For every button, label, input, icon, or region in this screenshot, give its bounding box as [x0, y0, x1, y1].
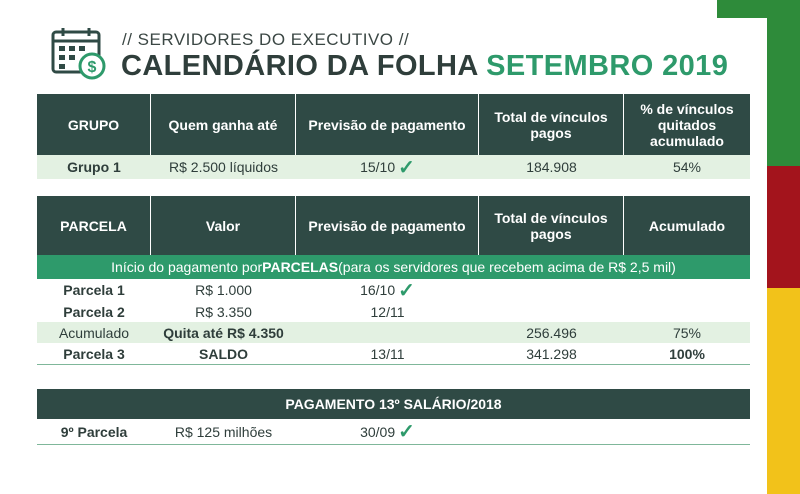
cell-total: 256.496 [526, 324, 577, 341]
cell-valor: R$ 125 milhões [174, 423, 273, 440]
header-total: Total de vínculos pagos [479, 94, 624, 155]
header-quem-ganha: Quem ganha até [151, 94, 296, 155]
cell-valor: R$ 1.000 [195, 282, 252, 298]
table-row [37, 155, 750, 179]
header-acumulado: Acumulado [648, 217, 726, 234]
cell-previsao [296, 322, 479, 343]
parcelas-info-band [37, 255, 750, 279]
table-row [37, 343, 750, 365]
cell-previsao [296, 155, 479, 179]
band-text-bold: PARCELAS [262, 259, 339, 275]
cell-pct: 54% [672, 159, 702, 175]
cell-valor: R$ 3.350 [195, 303, 252, 320]
cell-previsao: 12/11 [370, 303, 405, 320]
header-decimo-terceiro: PAGAMENTO 13º SALÁRIO/2018 [285, 396, 502, 412]
title-month: SETEMBRO 2019 [486, 50, 729, 82]
header-grupo: GRUPO [37, 94, 151, 155]
header-parcela: PARCELA [37, 196, 151, 255]
parcela-table [37, 196, 750, 365]
cell-acum: 100% [669, 345, 705, 362]
band-text-pre: Início do pagamento por [111, 259, 263, 275]
calendar-money-icon [50, 26, 106, 80]
flag-stripe-yellow [767, 288, 800, 494]
previsao-date: 30/09 [360, 423, 396, 440]
cell-parcela: Parcela 2 [63, 303, 125, 320]
cell-previsao [296, 419, 479, 444]
header-total: Total de vínculos pagos [479, 196, 624, 255]
cell-total [479, 301, 624, 322]
header-percent: % de vínculos quitados acumulado [640, 100, 734, 149]
cell-total [479, 279, 624, 301]
cell-total: 341.298 [526, 345, 577, 362]
table-header [37, 94, 750, 155]
previsao-date: 15/10 [360, 159, 396, 175]
table-row [37, 301, 750, 322]
cell-valor: SALDO [199, 345, 248, 362]
flag-stripe-green-vertical [767, 18, 800, 166]
page-subtitle: // SERVIDORES DO EXECUTIVO // [122, 30, 410, 49]
flag-stripe-green [717, 0, 800, 18]
table-header [37, 389, 750, 419]
title-main: CALENDÁRIO DA FOLHA [121, 50, 478, 82]
cell-empty [624, 419, 750, 444]
cell-quem: R$ 2.500 líquidos [169, 159, 278, 175]
check-icon: ✓ [398, 279, 415, 302]
cell-valor: Quita até R$ 4.350 [163, 324, 284, 341]
page-title [121, 50, 728, 83]
svg-text:$: $ [87, 59, 97, 76]
cell-grupo: Grupo 1 [67, 159, 121, 175]
header-previsao: Previsão de pagamento [296, 196, 479, 255]
table-header [37, 196, 750, 255]
cell-acum [624, 279, 750, 301]
cell-acum: 75% [672, 324, 702, 341]
table-row [37, 279, 750, 301]
flag-stripe-red [767, 166, 800, 288]
cell-parcela: 9º Parcela [60, 423, 128, 440]
table-row [37, 322, 750, 343]
cell-parcela: Parcela 1 [63, 282, 125, 298]
cell-previsao: 13/11 [370, 345, 405, 362]
header-valor: Valor [151, 196, 296, 255]
check-icon: ✓ [398, 156, 415, 179]
cell-acum [624, 301, 750, 322]
previsao-date: 16/10 [360, 282, 396, 298]
cell-total: 184.908 [526, 159, 577, 175]
cell-previsao [296, 279, 479, 301]
band-text-post: (para os servidores que recebem acima de R$ 2,5 mil) [338, 259, 676, 275]
cell-parcela: Acumulado [58, 324, 130, 341]
table-row [37, 419, 750, 445]
grupo-table [37, 94, 750, 179]
cell-parcela: Parcela 3 [63, 345, 125, 362]
header-previsao: Previsão de pagamento [296, 94, 479, 155]
cell-empty [479, 419, 624, 444]
decimo-terceiro-table [37, 389, 750, 445]
check-icon: ✓ [398, 421, 415, 443]
